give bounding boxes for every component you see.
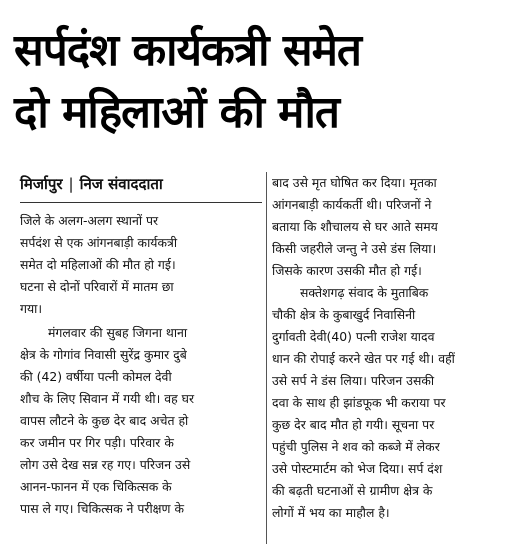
text-line: गया। — [20, 301, 43, 316]
headline-line-2: दो महिलाओं की मौत — [14, 87, 339, 138]
text-line: आनन-फानन में एक चिकित्सक के — [20, 479, 172, 494]
text-line: समेत दो महिलाओं की मौत हो गई। — [20, 257, 176, 272]
text-line: पास ले गए। चिकित्सक ने परीक्षण के — [20, 501, 184, 516]
paragraph-first-incident-cont — [272, 172, 512, 282]
text-line: क्षेत्र के गोगांव निवासी सुरेंद्र कुमार दुबे — [20, 347, 187, 362]
dateline-place: मिर्जापुर — [20, 175, 63, 193]
text-line: वापस लौटने के कुछ देर बाद अचेत हो — [20, 413, 189, 428]
text-line: किसी जहरीले जन्तु ने उसे डंस लिया। — [272, 241, 437, 256]
text-line: जिले के अलग-अलग स्थानों पर — [20, 213, 159, 228]
text-line: दुर्गावती देवी(40) पत्नी राजेश यादव — [272, 329, 435, 344]
text-line: जिसके कारण उसकी मौत हो गई। — [272, 263, 422, 278]
text-line: मंगलवार की सुबह जिगना थाना — [48, 325, 188, 340]
text-line: सक्तेशगढ़ संवाद के मुताबिक — [300, 285, 429, 300]
byline-separator: | — [68, 175, 74, 193]
right-column — [272, 172, 512, 524]
text-line: उसे सर्प ने डंस लिया। परिजन उसकी — [272, 373, 435, 388]
text-line: चौकी क्षेत्र के कुबाखुर्द निवासिनी — [272, 307, 416, 322]
text-line: दवा के साथ ही झांडफूक भी कराया पर — [272, 395, 446, 410]
text-line: पहुंची पुलिस ने शव को कब्जे में लेकर — [272, 439, 440, 454]
byline-rule — [20, 202, 262, 203]
text-line: की बढ़ती घटनाओं से ग्रामीण क्षेत्र के — [272, 483, 433, 498]
text-line: की (42) वर्षीया पत्नी कोमल देवी — [20, 369, 172, 384]
column-divider — [266, 172, 267, 544]
left-column — [20, 210, 260, 520]
text-line: धान की रोपाई करने खेत पर गई थी। वहीं — [272, 351, 455, 366]
text-line: सर्पदंश से एक आंगनबाड़ी कार्यकत्री — [20, 235, 178, 250]
text-line: आंगनबाड़ी कार्यकर्ती थी। परिजनों ने — [272, 197, 432, 212]
text-line: बताया कि शौचालय से घर आते समय — [272, 219, 438, 234]
byline — [20, 172, 260, 196]
headline — [14, 20, 510, 144]
text-line: बाद उसे मृत घोषित कर दिया। मृतका — [272, 175, 437, 190]
text-line: उसे पोस्टमार्टम को भेज दिया। सर्प दंश — [272, 461, 443, 476]
paragraph-intro — [20, 210, 260, 320]
text-line: लोगों में भय का माहौल है। — [272, 505, 390, 520]
headline-line-1: सर्पदंश कार्यकत्री समेत — [14, 25, 361, 76]
text-line: कर जमीन पर गिर पड़ी। परिवार के — [20, 435, 174, 450]
text-line: लोग उसे देख सन्न रह गए। परिजन उसे — [20, 457, 191, 472]
text-line: शौच के लिए सिवान में गयी थी। वह घर — [20, 391, 195, 406]
byline-author: निज संवाददाता — [79, 175, 163, 193]
paragraph-first-incident — [20, 322, 260, 520]
paragraph-second-incident — [272, 282, 512, 524]
text-line: घटना से दोनों परिवारों में मातम छा — [20, 279, 174, 294]
text-line: कुछ देर बाद मौत हो गयी। सूचना पर — [272, 417, 435, 432]
